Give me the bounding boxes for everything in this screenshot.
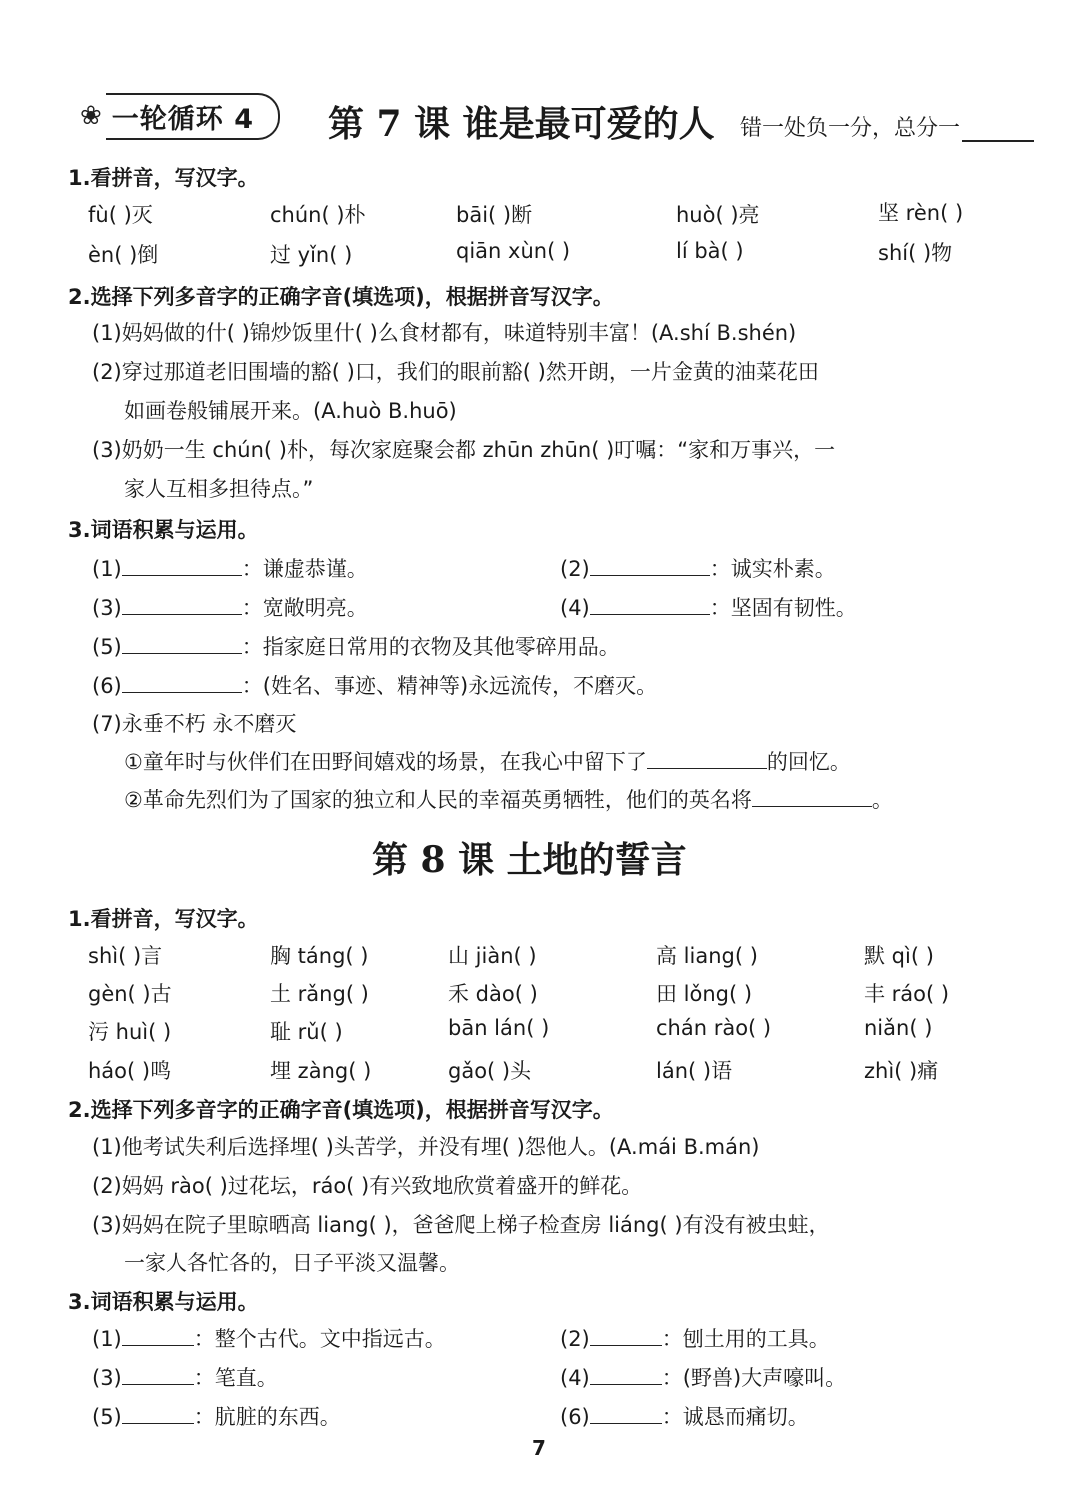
answer-blank[interactable] xyxy=(590,594,710,615)
l7-s2-q1[interactable]: (1)妈妈做的什( )锦炒饭里什( )么食材都有，味道特别丰富！(A.shí B.shén) xyxy=(92,321,797,345)
answer-blank[interactable] xyxy=(647,748,767,769)
l8-s1-r2-c4[interactable]: 田 lǒng( ) xyxy=(656,982,753,1006)
l8-s1-r1-c3[interactable]: 山 jiàn( ) xyxy=(448,944,537,968)
l7-s3-item2: (2) ：诚实朴素。 xyxy=(560,557,836,581)
answer-blank[interactable] xyxy=(590,1403,662,1424)
l7-s1-title: 1.看拼音，写汉字。 xyxy=(68,166,259,190)
answer-blank[interactable] xyxy=(122,1403,194,1424)
l7-s2-q3b: 家人互相多担待点。” xyxy=(124,477,314,501)
l7-s1-r1-c2[interactable]: chún( )朴 xyxy=(270,203,366,227)
answer-blank[interactable] xyxy=(590,1364,662,1385)
answer-blank[interactable] xyxy=(122,1325,194,1346)
l8-s2-q3a[interactable]: (3)妈妈在院子里晾晒高 liang( )，爸爸爬上梯子检查房 liáng( )有没有被虫蛀， xyxy=(92,1213,830,1237)
l8-s1-r2-c3[interactable]: 禾 dào( ) xyxy=(448,982,538,1006)
answer-blank[interactable] xyxy=(122,1364,194,1385)
l7-s2-q3a[interactable]: (3)奶奶一生 chún( )朴，每次家庭聚会都 zhūn zhūn( )叮嘱：“家和万事兴，一 xyxy=(92,438,836,462)
l8-s2-q2[interactable]: (2)妈妈 rào( )过花坛，ráo( )有兴致地欣赏着盛开的鲜花。 xyxy=(92,1174,643,1198)
l8-s2-q1[interactable]: (1)他考试失利后选择埋( )头苦学，并没有埋( )怨他人。(A.mái B.mán) xyxy=(92,1135,760,1159)
l8-s1-r1-c4[interactable]: 高 liang( ) xyxy=(656,944,758,968)
l8-s1-r1-c5[interactable]: 默 qì( ) xyxy=(864,944,934,968)
l8-s2-q3b: 一家人各忙各的，日子平淡又温馨。 xyxy=(124,1251,460,1275)
answer-blank[interactable] xyxy=(122,555,242,576)
l7-s3-item7a: ①童年时与伙伴们在田野间嬉戏的场景，在我心中留下了 的回忆。 xyxy=(124,750,851,774)
l8-s1-r2-c1[interactable]: gèn( )古 xyxy=(88,982,172,1006)
score-label: 错一处负一分，总分一 xyxy=(740,111,1034,142)
l7-s3-item1: (1) ：谦虚恭谨。 xyxy=(92,557,368,581)
l7-s3-item7: (7)永垂不朽 永不磨灭 xyxy=(92,712,297,736)
l7-s1-r1-c4[interactable]: huò( )亮 xyxy=(676,203,760,227)
l8-s1-r3-c5[interactable]: niǎn( ) xyxy=(864,1016,933,1040)
answer-blank[interactable] xyxy=(122,672,242,693)
l8-s1-r4-c3[interactable]: gǎo( )头 xyxy=(448,1059,532,1083)
l8-s1-r3-c2[interactable]: 耻 rǔ( ) xyxy=(270,1020,343,1044)
leaf-icon: ❀ xyxy=(80,101,102,131)
answer-blank[interactable] xyxy=(590,1325,662,1346)
answer-blank[interactable] xyxy=(752,786,872,807)
l7-s1-r2-c2[interactable]: 过 yǐn( ) xyxy=(270,243,353,267)
l7-s2-title: 2.选择下列多音字的正确字音(填选项)，根据拼音写汉字。 xyxy=(68,285,614,309)
l8-s3-item2: (2) ：刨土用的工具。 xyxy=(560,1327,830,1351)
l7-s3-item6: (6) ：(姓名、事迹、精神等)永远流传，不磨灭。 xyxy=(92,674,658,698)
l8-s1-r3-c3[interactable]: bān lán( ) xyxy=(448,1016,550,1040)
l8-s1-r4-c1[interactable]: háo( )鸣 xyxy=(88,1059,172,1083)
section-badge xyxy=(80,94,296,138)
l7-s3-item4: (4) ：坚固有韧性。 xyxy=(560,596,857,620)
l8-s1-r1-c1[interactable]: shì( )言 xyxy=(88,944,163,968)
score-blank[interactable] xyxy=(962,118,1034,142)
l8-s3-title: 3.词语积累与运用。 xyxy=(68,1290,259,1314)
l8-s3-item4: (4) ：(野兽)大声嚎叫。 xyxy=(560,1366,847,1390)
answer-blank[interactable] xyxy=(122,633,242,654)
l8-s2-title: 2.选择下列多音字的正确字音(填选项)，根据拼音写汉字。 xyxy=(68,1098,614,1122)
l7-s1-r2-c4[interactable]: lí bà( ) xyxy=(676,239,744,263)
answer-blank[interactable] xyxy=(122,594,242,615)
l7-s1-r1-c1[interactable]: fù( )灭 xyxy=(88,203,153,227)
l8-s1-title: 1.看拼音，写汉字。 xyxy=(68,907,259,931)
l8-s3-item1: (1) ：整个古代。文中指远古。 xyxy=(92,1327,446,1351)
badge-label: 一轮循环 4 xyxy=(106,93,280,140)
l7-s3-item5: (5) ：指家庭日常用的衣物及其他零碎用品。 xyxy=(92,635,620,659)
l8-s1-r3-c4[interactable]: chán rào( ) xyxy=(656,1016,772,1040)
l8-s1-r2-c2[interactable]: 土 rǎng( ) xyxy=(270,982,369,1006)
l7-s1-r2-c5[interactable]: shí( )物 xyxy=(878,241,953,265)
l8-s1-r2-c5[interactable]: 丰 ráo( ) xyxy=(864,982,950,1006)
l7-s1-r1-c3[interactable]: bāi( )断 xyxy=(456,203,533,227)
l7-s3-item3: (3) ：宽敞明亮。 xyxy=(92,596,368,620)
l8-s1-r4-c4[interactable]: lán( )语 xyxy=(656,1059,733,1083)
l7-s3-title: 3.词语积累与运用。 xyxy=(68,518,259,542)
l8-s1-r4-c2[interactable]: 埋 zàng( ) xyxy=(270,1059,372,1083)
l8-s3-item6: (6) ：诚恳而痛切。 xyxy=(560,1405,809,1429)
l8-s3-item3: (3) ：笔直。 xyxy=(92,1366,278,1390)
l7-s1-r1-c5[interactable]: 坚 rèn( ) xyxy=(878,201,964,225)
l7-s3-item7b: ②革命先烈们为了国家的独立和人民的幸福英勇牺牲，他们的英名将 。 xyxy=(124,788,893,812)
l8-s1-r3-c1[interactable]: 污 huì( ) xyxy=(88,1020,172,1044)
l7-s2-q2b: 如画卷般铺展开来。(A.huò B.huō) xyxy=(124,399,457,423)
l7-s1-r2-c3[interactable]: qiān xùn( ) xyxy=(456,239,571,263)
page-number: 7 xyxy=(532,1436,546,1460)
lesson8-title: 第 8 课 土地的誓言 xyxy=(372,839,687,881)
l8-s1-r1-c2[interactable]: 胸 táng( ) xyxy=(270,944,369,968)
l7-s2-q2a[interactable]: (2)穿过那道老旧围墙的豁( )口，我们的眼前豁( )然开朗，一片金黄的油菜花田 xyxy=(92,360,819,384)
l7-s1-r2-c1[interactable]: èn( )倒 xyxy=(88,243,159,267)
lesson7-title: 第 7 课 谁是最可爱的人 xyxy=(328,103,715,145)
l8-s3-item5: (5) ：肮脏的东西。 xyxy=(92,1405,341,1429)
l8-s1-r4-c5[interactable]: zhì( )痛 xyxy=(864,1059,939,1083)
answer-blank[interactable] xyxy=(590,555,710,576)
